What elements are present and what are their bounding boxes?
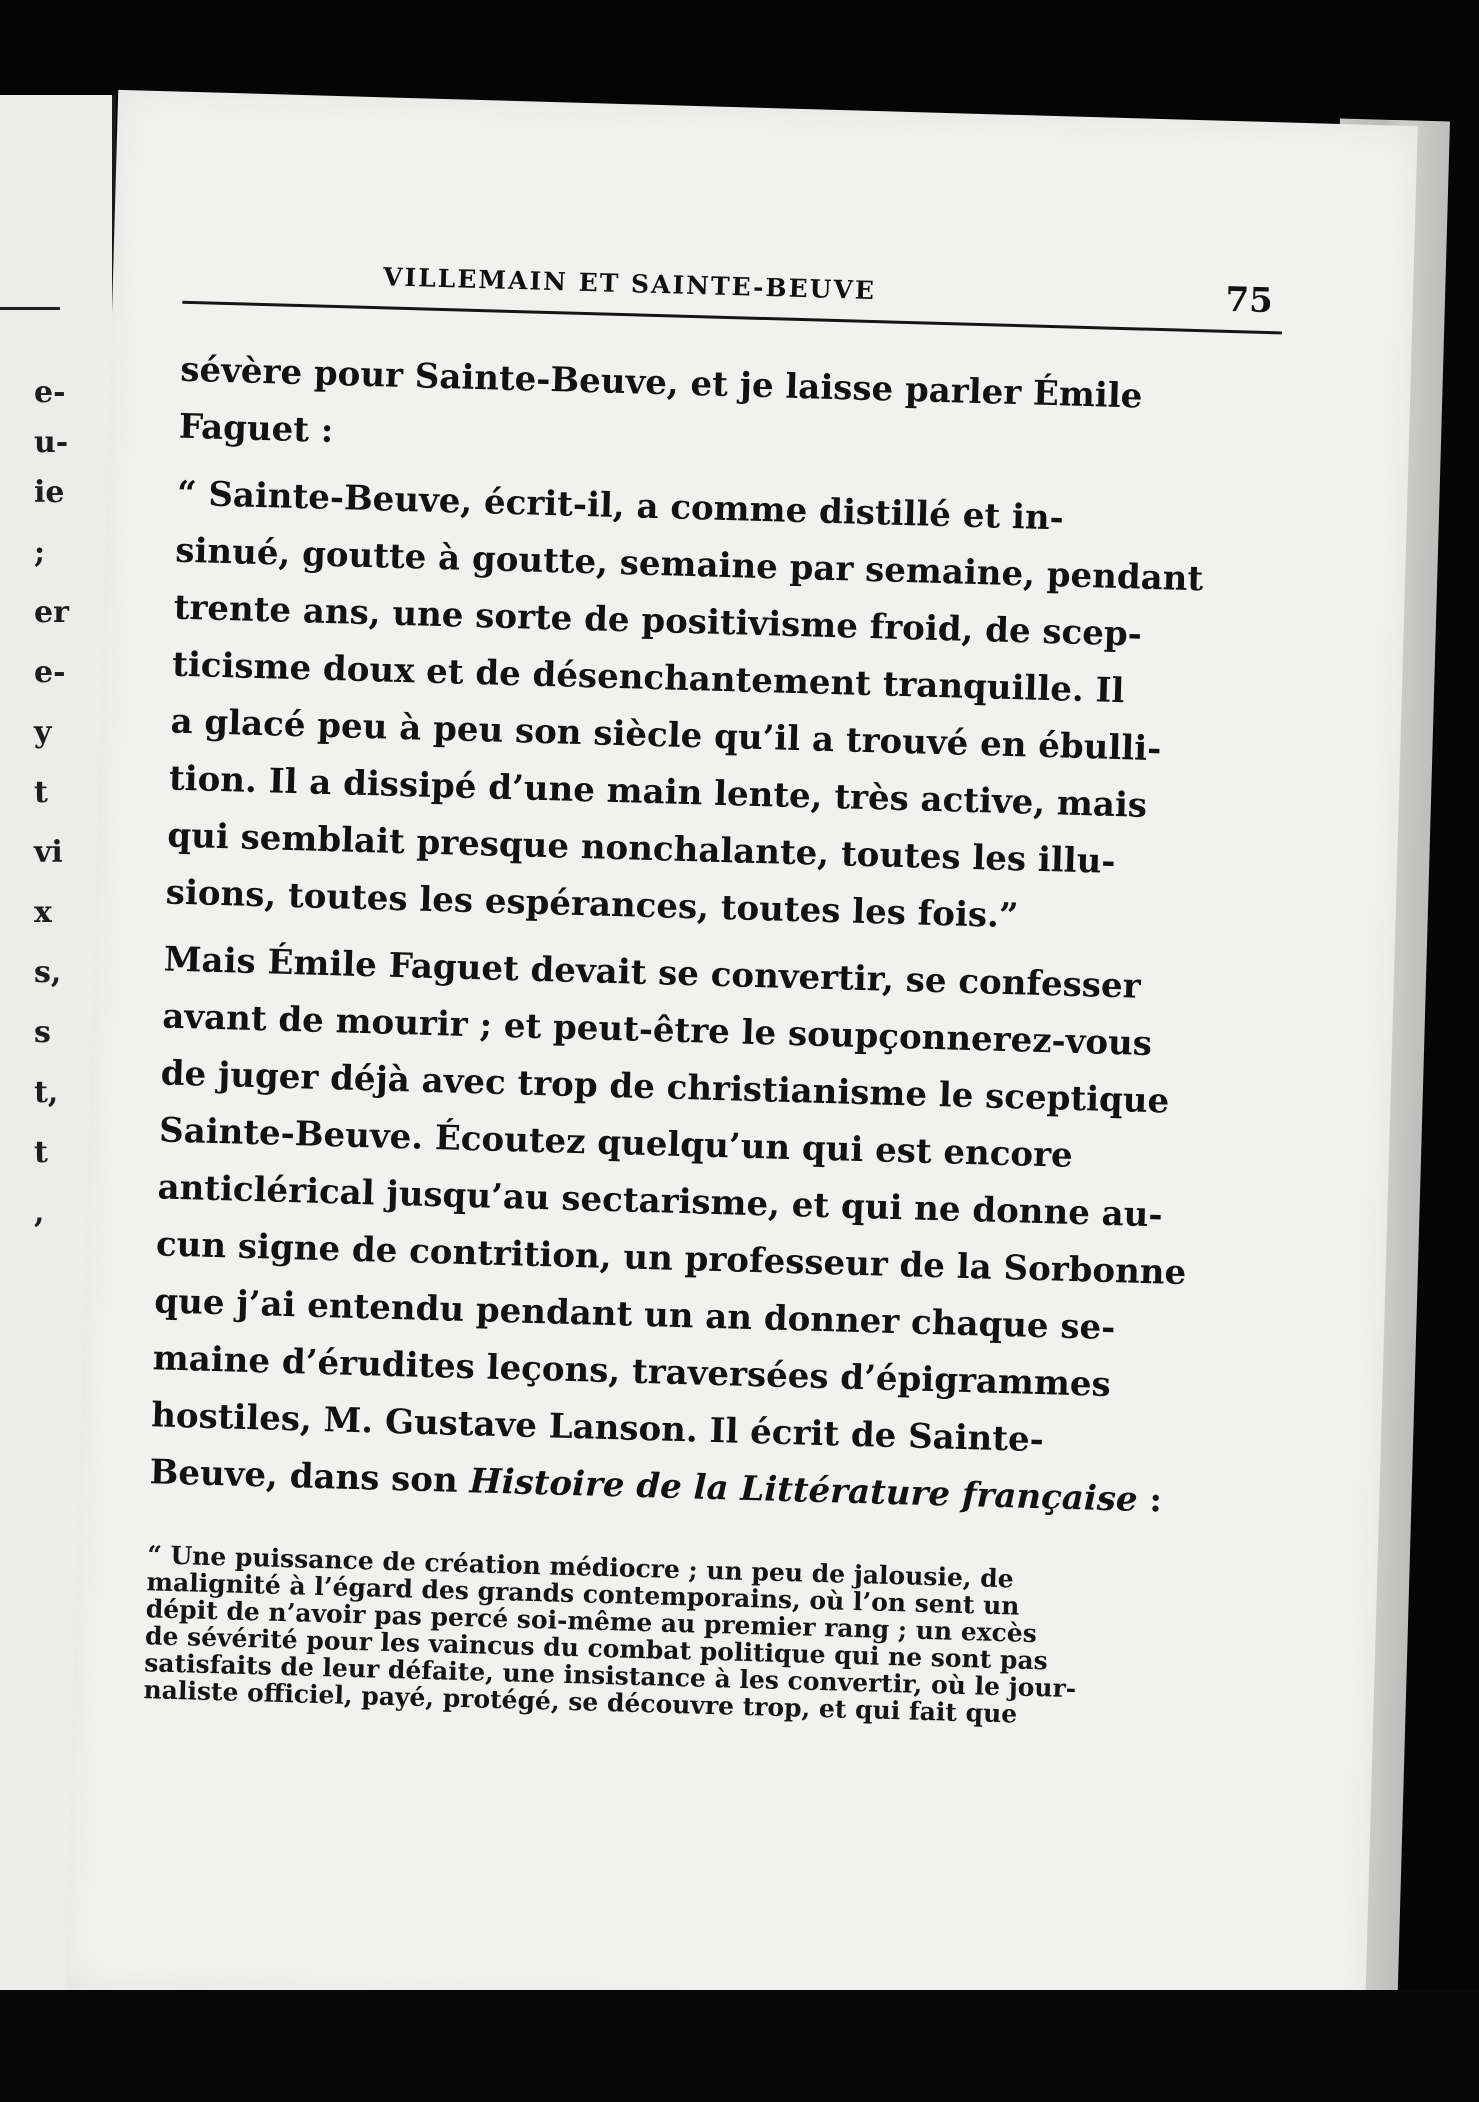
facing-page-fragment: t [34, 1135, 48, 1170]
facing-page-fragment: s [34, 1015, 51, 1050]
facing-page-fragment: s, [34, 955, 62, 990]
facing-page-fragment: ie [34, 475, 65, 510]
scan-border [0, 1990, 1479, 2102]
quotation-paragraph: “ Sainte-Beuve, écrit-il, a comme distillé et in- sinué, goutte à goutte, semaine par semaine, pendant trente ans, une sorte de positivisme froid, de scep- ticisme doux et de désenchantement tranquille. Il a glacé peu à peu son siècle qu’il a trouvé en ébulli- tion. Il a dissipé d’une main lente, très active, mais qui semblait presque nonchalante, toutes les illu- sions, toutes les espérances, toutes les fois.” [165, 473, 1204, 937]
paragraph-text: Mais Émile Faguet devait se convertir, se confesser avant de mourir ; et peut-être le soupçonnerez-vous de juger déjà avec trop de christianisme le sceptique Sainte-Beuve. Écoutez quelqu’un qui est encore anticlérical jusqu’au sectarisme, et qui ne donne au- cun signe de contrition, un professeur de la Sorbonne que j’ai entendu pendant un an donner chaque se- maine d’érudites leçons, traversées d’épigrammes hostiles, M. Gustave Lanson. Il écrit de Sainte- Beuve, dans son [149, 939, 1187, 1501]
facing-page-fragment: ; [34, 535, 46, 570]
facing-page-fragment: y [34, 715, 52, 750]
page-number: 75 [1224, 279, 1274, 322]
paragraph: sévère pour Sainte-Beuve, et je laisse parler Émile Faguet : [178, 349, 1143, 451]
facing-page-fragment: e- [34, 655, 66, 690]
page-header [182, 257, 1283, 348]
facing-page-fragment: t [34, 775, 48, 810]
facing-page-fragment: u- [34, 425, 69, 460]
block-quote: “ Une puissance de création médiocre ; un peu de jalousie, de malignité à l’égard des grands contemporains, où l’on sent un dépit de n’avoir pas percé soi-même au premier rang ; un excès de sévérité pour les vaincus du combat politique qui ne sont pas satisfaits de leur défaite, une insistance à les convertir, où le jour- naliste officiel, payé, protégé, se découvre trop, et qui fait que [143, 1540, 1077, 1729]
facing-page-fragment: , [34, 1195, 45, 1230]
facing-page-rule [0, 307, 60, 310]
running-head: VILLEMAIN ET SAINTE-BEUVE [382, 262, 877, 306]
facing-page-fragment: t, [34, 1075, 59, 1110]
paragraph [149, 931, 1274, 1532]
facing-page-fragment: vi [34, 835, 63, 870]
header-rule [182, 301, 1282, 335]
facing-page-fragment: x [34, 895, 52, 930]
facing-page-fragment: er [34, 595, 69, 630]
page-body [149, 342, 1291, 1533]
paragraph-colon: : [1136, 1479, 1163, 1521]
book-title: Histoire de la Littérature française [469, 1461, 1139, 1520]
facing-page-fragment: e- [34, 375, 66, 410]
book-page [65, 90, 1418, 2026]
